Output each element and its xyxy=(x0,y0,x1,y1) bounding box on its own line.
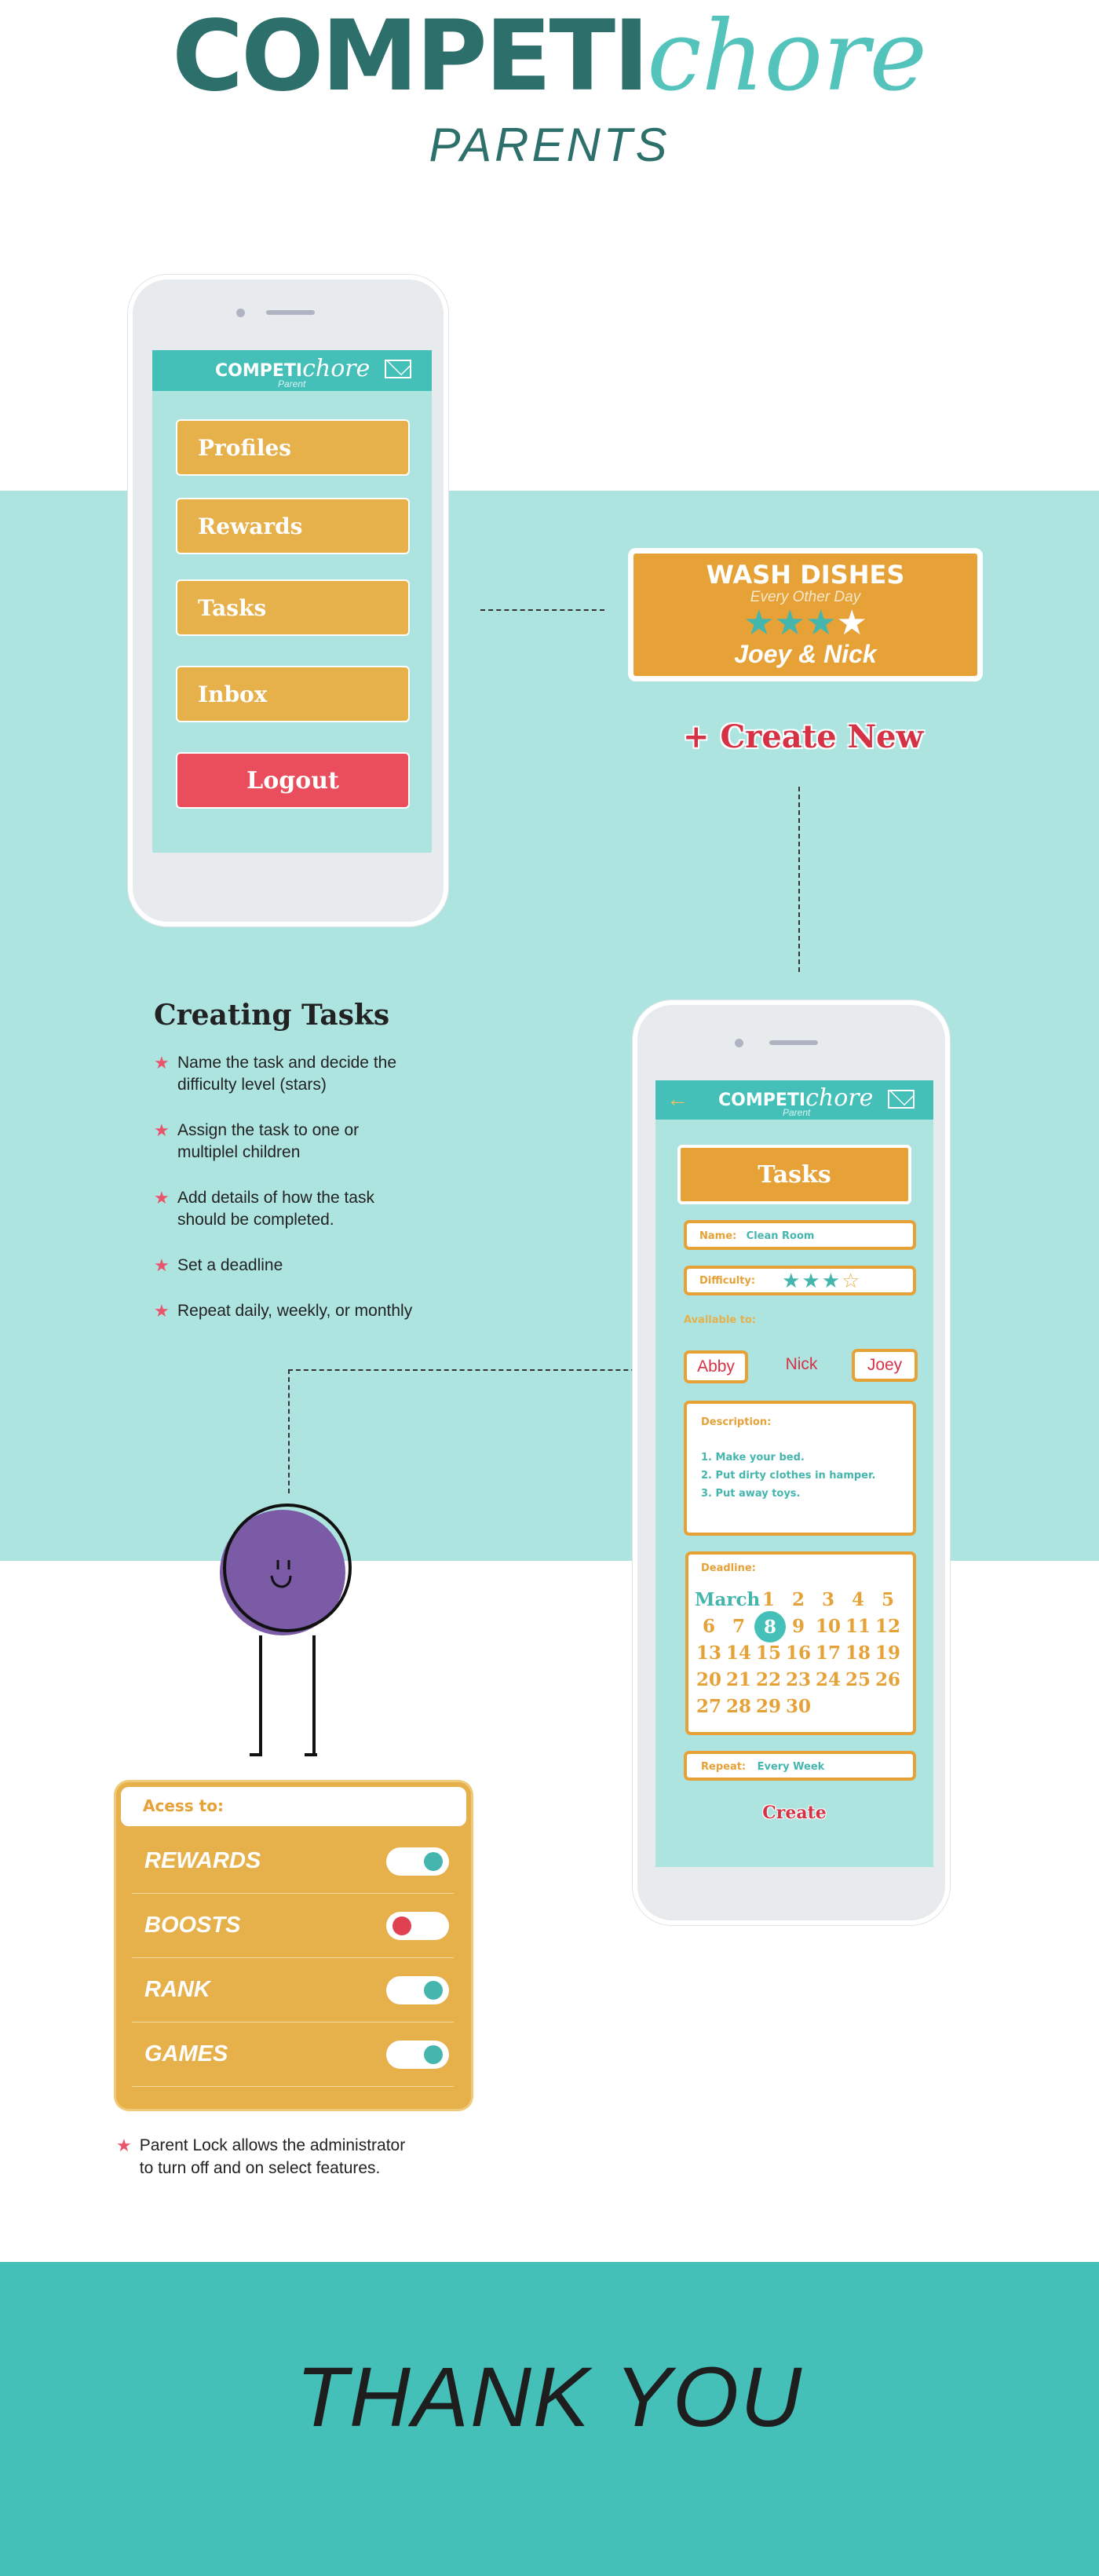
task-difficulty-stars xyxy=(633,606,977,641)
parent-lock-note: ★ Parent Lock allows the administrator to turn off and on select features. xyxy=(116,2134,405,2180)
app-logo-chore: chore xyxy=(302,355,371,382)
mail-icon[interactable] xyxy=(385,360,411,378)
task-card-assignees: Joey & Nick xyxy=(734,640,877,668)
star-icon[interactable]: ★ xyxy=(782,1269,801,1292)
star-icon: ★ xyxy=(805,604,837,642)
task-card[interactable] xyxy=(628,548,983,681)
access-label: BOOSTS xyxy=(144,1913,241,1938)
toggle-knob xyxy=(424,2045,443,2064)
list-item: ★ Assign the task to one or multiplel children xyxy=(154,1120,484,1187)
calendar-selected-day[interactable]: 8 xyxy=(754,1611,786,1642)
page-subtitle: PARENTS xyxy=(429,119,670,171)
access-label: GAMES xyxy=(144,2041,228,2066)
app-logo-compet: COMPETI xyxy=(718,1091,806,1110)
phone-speaker xyxy=(769,1040,818,1045)
field-value: Clean Room xyxy=(746,1230,815,1242)
task-card-title: WASH DISHES xyxy=(706,560,905,590)
app-subtitle: Parent xyxy=(278,378,306,389)
toggle-knob xyxy=(392,1916,411,1935)
creating-tasks-title: Creating Tasks xyxy=(154,999,390,1032)
mail-icon[interactable] xyxy=(888,1090,915,1109)
connector-line xyxy=(480,609,604,611)
access-row-boosts xyxy=(132,1894,454,1958)
star-bullet-icon: ★ xyxy=(154,1120,170,1140)
calendar-day[interactable]: 21 xyxy=(725,1669,751,1690)
star-icon: ★ xyxy=(743,604,775,642)
access-row-rewards xyxy=(132,1829,454,1894)
toggle-switch[interactable] xyxy=(386,1847,449,1876)
list-item: ★ Add details of how the task should be completed. xyxy=(154,1187,484,1255)
access-label: RANK xyxy=(144,1977,210,2002)
description-line: 1. Make your bed. xyxy=(701,1452,805,1463)
toggle-switch[interactable] xyxy=(386,2041,449,2069)
thank-you-text: THANK YOU xyxy=(295,2349,804,2444)
star-icon[interactable]: ★ xyxy=(821,1269,840,1292)
star-bullet-icon: ★ xyxy=(154,1188,170,1208)
star-bullet-icon: ★ xyxy=(154,1053,170,1072)
calendar-day[interactable]: 10 xyxy=(815,1616,841,1637)
star-icon[interactable]: ☆ xyxy=(842,1269,860,1292)
toggle-knob xyxy=(424,1852,443,1871)
description-field[interactable] xyxy=(684,1401,916,1536)
brand-compet: COMPETI xyxy=(172,0,648,113)
repeat-field[interactable] xyxy=(684,1751,916,1781)
child-option-joey[interactable]: Joey xyxy=(852,1349,918,1382)
field-label: Name: xyxy=(699,1230,737,1242)
calendar-day[interactable]: 20 xyxy=(696,1669,721,1690)
star-icon: ★ xyxy=(774,604,805,642)
app-subtitle: Parent xyxy=(783,1107,811,1118)
connector-line-vertical xyxy=(798,787,800,972)
calendar-day[interactable]: 12 xyxy=(874,1616,900,1637)
calendar-day[interactable]: 3 xyxy=(821,1589,834,1610)
field-label: Repeat: xyxy=(701,1761,747,1773)
calendar-day[interactable]: 17 xyxy=(815,1642,841,1664)
access-row-rank xyxy=(132,1958,454,2022)
menu-item-inbox[interactable]: Inbox xyxy=(176,666,410,722)
child-option-abby[interactable]: Abby xyxy=(684,1350,748,1383)
calendar-day[interactable]: 6 xyxy=(702,1616,715,1637)
task-name-field[interactable] xyxy=(684,1220,916,1250)
phone-camera xyxy=(735,1039,743,1047)
phone-screen xyxy=(152,350,432,853)
toggle-knob xyxy=(424,1981,443,2000)
creating-tasks-list xyxy=(154,1052,484,1332)
phone-camera xyxy=(236,309,245,317)
available-to-label: Available to: xyxy=(684,1314,756,1326)
calendar-day[interactable]: 23 xyxy=(785,1669,811,1690)
calendar-day[interactable]: 29 xyxy=(755,1696,781,1717)
calendar-day[interactable]: 28 xyxy=(725,1696,751,1717)
back-arrow-icon[interactable]: ← xyxy=(666,1087,688,1111)
field-label: Difficulty: xyxy=(699,1274,756,1287)
menu-item-profiles[interactable]: Profiles xyxy=(176,419,410,476)
toggle-switch[interactable] xyxy=(386,1912,449,1940)
access-header: Acess to: xyxy=(121,1787,466,1826)
phone-screen xyxy=(655,1080,933,1867)
description-line: 2. Put dirty clothes in hamper. xyxy=(701,1470,876,1482)
calendar-day[interactable]: 5 xyxy=(881,1589,894,1610)
calendar-day[interactable]: 24 xyxy=(815,1669,841,1690)
star-bullet-icon: ★ xyxy=(154,1301,170,1321)
star-icon: ★ xyxy=(836,604,867,642)
calendar-day[interactable]: 30 xyxy=(785,1696,811,1717)
calendar-day[interactable]: 15 xyxy=(755,1642,781,1664)
calendar-day[interactable]: 13 xyxy=(696,1642,721,1664)
deadline-calendar[interactable] xyxy=(685,1551,916,1735)
calendar-day[interactable] xyxy=(754,1616,783,1642)
app-header xyxy=(655,1080,933,1120)
brand-chore: chore xyxy=(647,0,927,113)
calendar-month: March xyxy=(695,1589,761,1610)
calendar-day[interactable]: 26 xyxy=(874,1669,900,1690)
calendar-day[interactable]: 14 xyxy=(725,1642,751,1664)
calendar-day[interactable]: 2 xyxy=(791,1589,805,1610)
calendar-grid[interactable] xyxy=(688,1589,919,1730)
child-option-nick[interactable]: Nick xyxy=(785,1355,818,1373)
menu-item-tasks[interactable]: Tasks xyxy=(176,579,410,636)
task-card-frequency: Every Other Day xyxy=(750,589,861,605)
field-label: Deadline: xyxy=(701,1562,756,1574)
list-item: ★ Name the task and decide the difficulty level (stars) xyxy=(154,1052,484,1120)
calendar-day[interactable]: 25 xyxy=(845,1669,871,1690)
calendar-day[interactable]: 19 xyxy=(874,1642,900,1664)
toggle-switch[interactable] xyxy=(386,1976,449,2004)
phone-speaker xyxy=(266,310,315,315)
purple-mascot xyxy=(212,1504,369,1763)
access-label: REWARDS xyxy=(144,1848,261,1873)
phone-create-task xyxy=(633,1000,950,1925)
app-header xyxy=(152,350,432,391)
field-label: Description: xyxy=(701,1416,772,1428)
calendar-day[interactable]: 1 xyxy=(761,1589,775,1610)
access-row-games xyxy=(132,2022,454,2087)
list-item: ★ Set a deadline xyxy=(154,1255,484,1300)
calendar-day[interactable]: 16 xyxy=(785,1642,811,1664)
phone-main-menu xyxy=(128,275,448,926)
connector-line-vertical xyxy=(288,1369,290,1493)
access-settings-card xyxy=(116,1782,471,2109)
star-bullet-icon: ★ xyxy=(116,2136,132,2155)
calendar-day[interactable]: 4 xyxy=(851,1589,864,1610)
field-value: Every Week xyxy=(757,1761,825,1773)
app-logo-compet: COMPETI xyxy=(215,361,303,381)
logout-button[interactable]: Logout xyxy=(176,752,410,809)
calendar-day[interactable]: 18 xyxy=(845,1642,871,1664)
create-new-button[interactable]: + Create New xyxy=(683,718,924,755)
menu-item-rewards[interactable]: Rewards xyxy=(176,498,410,554)
description-line: 3. Put away toys. xyxy=(701,1488,801,1500)
brand-logo xyxy=(0,0,1099,113)
star-bullet-icon: ★ xyxy=(154,1255,170,1275)
difficulty-field[interactable] xyxy=(684,1266,916,1295)
tasks-title-button[interactable]: Tasks xyxy=(677,1145,911,1204)
create-button[interactable]: Create xyxy=(762,1803,827,1823)
calendar-day[interactable]: 22 xyxy=(755,1669,781,1690)
connector-line xyxy=(288,1369,667,1371)
list-item: ★ Repeat daily, weekly, or monthly xyxy=(154,1300,484,1332)
calendar-day[interactable]: 7 xyxy=(732,1616,745,1637)
difficulty-stars[interactable] xyxy=(782,1270,860,1291)
calendar-day[interactable]: 27 xyxy=(696,1696,721,1717)
calendar-day[interactable]: 11 xyxy=(845,1616,871,1637)
app-logo-chore: chore xyxy=(805,1084,874,1112)
star-icon[interactable]: ★ xyxy=(801,1269,820,1292)
calendar-day[interactable]: 9 xyxy=(791,1616,805,1637)
